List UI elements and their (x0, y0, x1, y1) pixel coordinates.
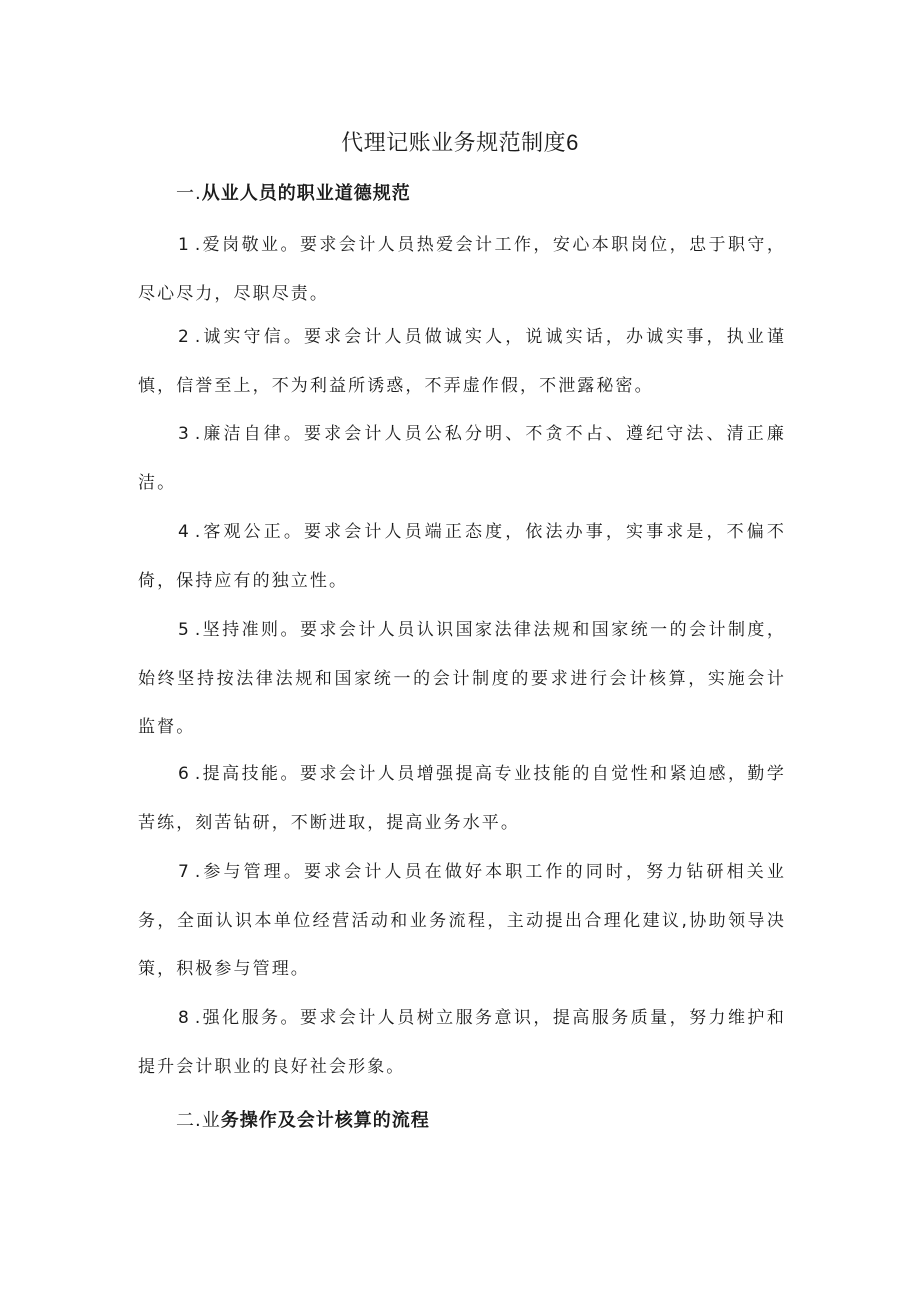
list-item (138, 606, 786, 752)
section-heading-2 (176, 1108, 430, 1134)
item-text: .爱岗敬业。要求会计人员热爱会计工作，安心本职岗位，忠于职守，尽心尽力，尽职尽责。 (138, 235, 786, 304)
list-item (138, 848, 786, 994)
item-text: .坚持准则。要求会计人员认识国家法律法规和国家统一的会计制度，始终坚持按法律法规和国家统一的会计制度的要求进行会计核算，实施会计监督。 (138, 620, 786, 737)
document-title: 代理记账业务规范制度6 (341, 130, 579, 155)
section-title: 务操作及会计核算的流程 (220, 1110, 430, 1131)
item-text: .参与管理。要求会计人员在做好本职工作的同时，努力钻研相关业务，全面认识本单位经营活动和业务流程，主动提出合理化建议,协助领导决策，积极参与管理。 (138, 862, 786, 979)
section-title: 从业人员的职业道德规范 (201, 183, 411, 204)
item-text: .强化服务。要求会计人员树立服务意识，提高服务质量，努力维护和提升会计职业的良好社会形象。 (138, 1008, 786, 1077)
item-text: .廉洁自律。要求会计人员公私分明、不贪不占、遵纪守法、清正廉洁。 (138, 424, 786, 493)
section-number: 一. (176, 183, 202, 204)
list-item (138, 410, 786, 507)
item-text: .提高技能。要求会计人员增强提高专业技能的自觉性和紧迫感，勤学苦练，刻苦钻研，不断进取，提高业务水平。 (138, 764, 786, 833)
item-text: .诚实守信。要求会计人员做诚实人，说诚实话，办诚实事，执业谨慎，信誉至上，不为利益所诱惑，不弄虚作假，不泄露秘密。 (138, 327, 786, 396)
item-number: 3 (178, 424, 193, 444)
list-item (138, 221, 786, 318)
item-number: 5 (178, 620, 193, 640)
list-item (138, 313, 786, 410)
item-text: .客观公正。要求会计人员端正态度，依法办事，实事求是，不偏不倚，保持应有的独立性。 (138, 522, 786, 591)
list-item (138, 994, 786, 1091)
item-number: 8 (178, 1008, 193, 1028)
section-number: 二.业 (176, 1110, 221, 1131)
list-item (138, 508, 786, 605)
list-item (138, 750, 786, 847)
section-heading-1 (176, 181, 411, 207)
item-number: 2 (178, 327, 193, 347)
item-number: 4 (178, 522, 193, 542)
item-number: 1 (178, 235, 193, 255)
item-number: 7 (178, 862, 193, 882)
item-number: 6 (178, 764, 193, 784)
